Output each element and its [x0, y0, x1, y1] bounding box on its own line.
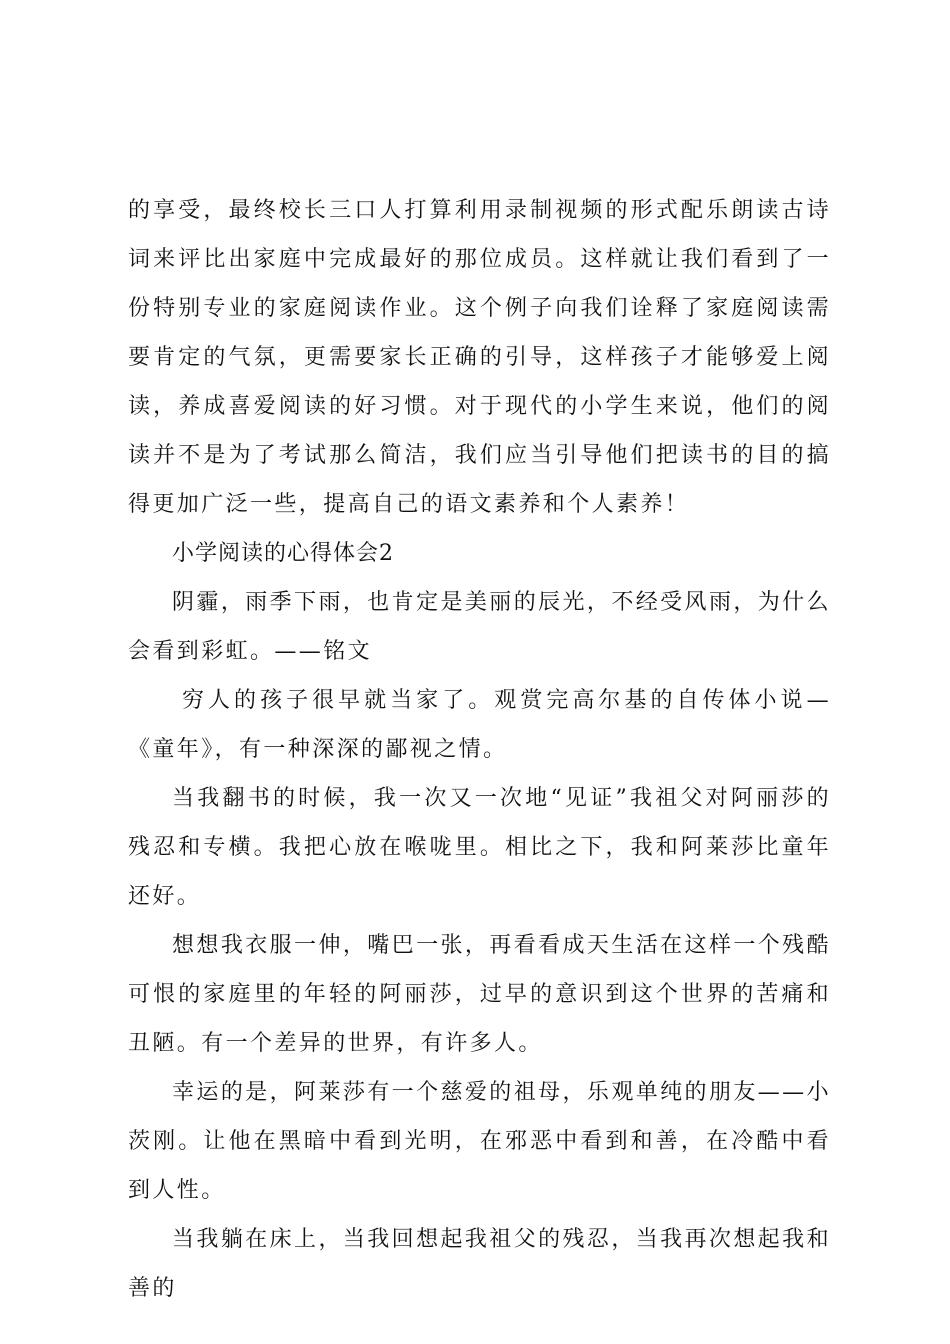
paragraph-quote: 阴霾，雨季下雨，也肯定是美丽的辰光，不经受风雨，为什么会看到彩虹。——铭文	[128, 590, 831, 664]
paragraph-body: 当我翻书的时候，我一次又一次地“见证”我祖父对阿丽莎的残忍和专横。我把心放在喉咙里。相比之下，我和阿莱莎比童年还好。	[128, 786, 831, 909]
section-heading: 小学阅读的心得体会2	[172, 541, 394, 566]
paragraph-body: 想想我衣服一伸，嘴巴一张，再看看成天生活在这样一个残酷可恨的家庭里的年轻的阿丽莎，过早的意识到这个世界的苦痛和丑陋。有一个差异的世界，有许多人。	[128, 933, 831, 1056]
paragraph-body: 幸运的是，阿莱莎有一个慈爱的祖母，乐观单纯的朋友——小茨刚。让他在黑暗中看到光明，在邪恶中看到和善，在冷酷中看到人性。	[128, 1080, 831, 1203]
paragraph-body: 当我躺在床上，当我回想起我祖父的残忍，当我再次想起我和善的	[128, 1227, 831, 1301]
paragraph-intro: 穷人的孩子很早就当家了。观赏完高尔基的自传体小说—《童年》，有一种深深的鄙视之情。	[128, 688, 831, 762]
paragraph-continuation: 的享受，最终校长三口人打算利用录制视频的形式配乐朗读古诗词来评比出家庭中完成最好的那位成员。这样就让我们看到了一份特别专业的家庭阅读作业。这个例子向我们诠释了家庭阅读需要肯定的气氛，更需要家长正确的引导，这样孩子才能够爱上阅读，养成喜爱阅读的好习惯。对于现代的小学生来说，他们的阅读并不是为了考试那么简洁，我们应当引导他们把读书的目的搞得更加广泛一些，提高自己的语文素养和个人素养！	[128, 198, 831, 517]
document-body	[128, 186, 831, 1313]
